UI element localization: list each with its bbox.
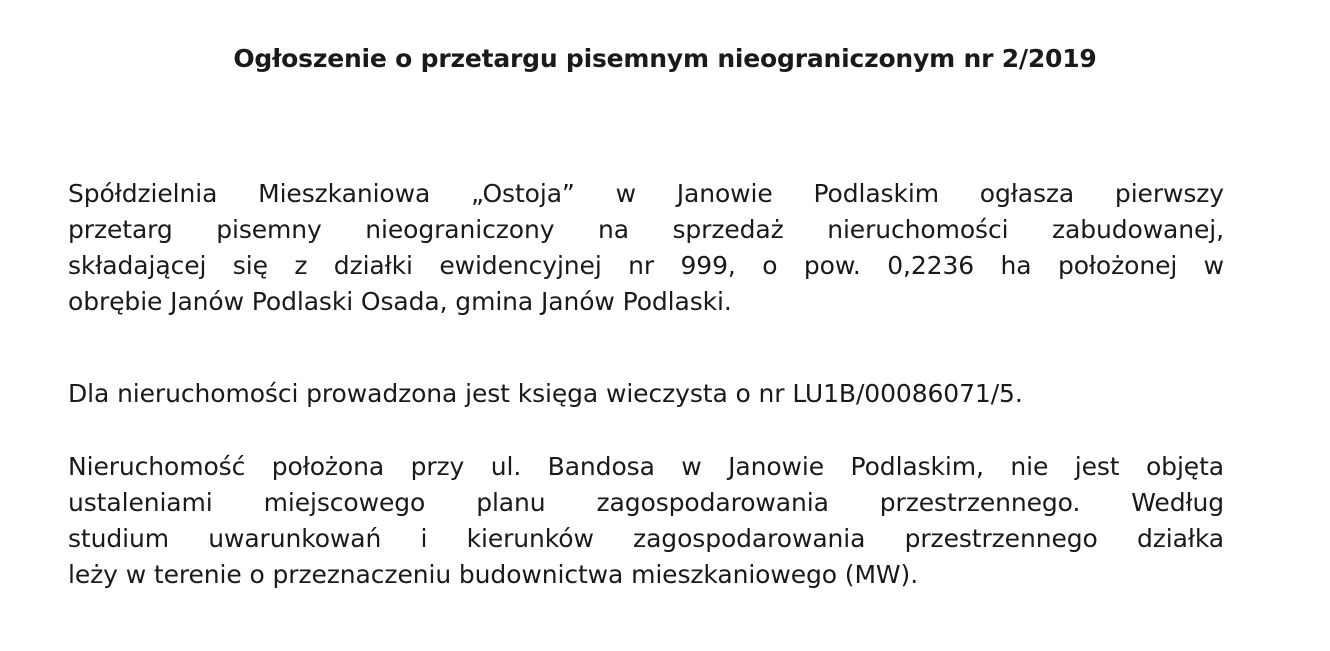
- paragraph-line: Nieruchomość położona przy ul. Bandosa w Janowie Podlaskim, nie jest objęta: [68, 452, 1224, 481]
- paragraph-line: leży w terenie o przeznaczeniu budownictwa mieszkaniowego (MW).: [68, 560, 919, 589]
- paragraph-line: Dla nieruchomości prowadzona jest księga wieczysta o nr LU1B/00086071/5.: [68, 379, 1023, 408]
- paragraph-line: składającej się z działki ewidencyjnej nr 999, o pow. 0,2236 ha położonej w: [68, 251, 1224, 280]
- paragraph-line: studium uwarunkowań i kierunków zagospodarowania przestrzennego działka: [68, 524, 1224, 553]
- announcement-title: Ogłoszenie o przetargu pisemnym nieograniczonym nr 2/2019: [233, 44, 1097, 73]
- paragraph-sale-announcement: [68, 176, 1224, 320]
- paragraph-line: przetarg pisemny nieograniczony na sprzedaż nieruchomości zabudowanej,: [68, 215, 1224, 244]
- paragraph-zoning-info: [68, 449, 1224, 593]
- paragraph-line: ustaleniami miejscowego planu zagospodarowania przestrzennego. Według: [68, 488, 1224, 517]
- paragraph-land-register: [68, 376, 1224, 412]
- paragraph-line: obrębie Janów Podlaski Osada, gmina Janów Podlaski.: [68, 287, 732, 316]
- paragraph-line: Spółdzielnia Mieszkaniowa „Ostoja” w Janowie Podlaskim ogłasza pierwszy: [68, 179, 1224, 208]
